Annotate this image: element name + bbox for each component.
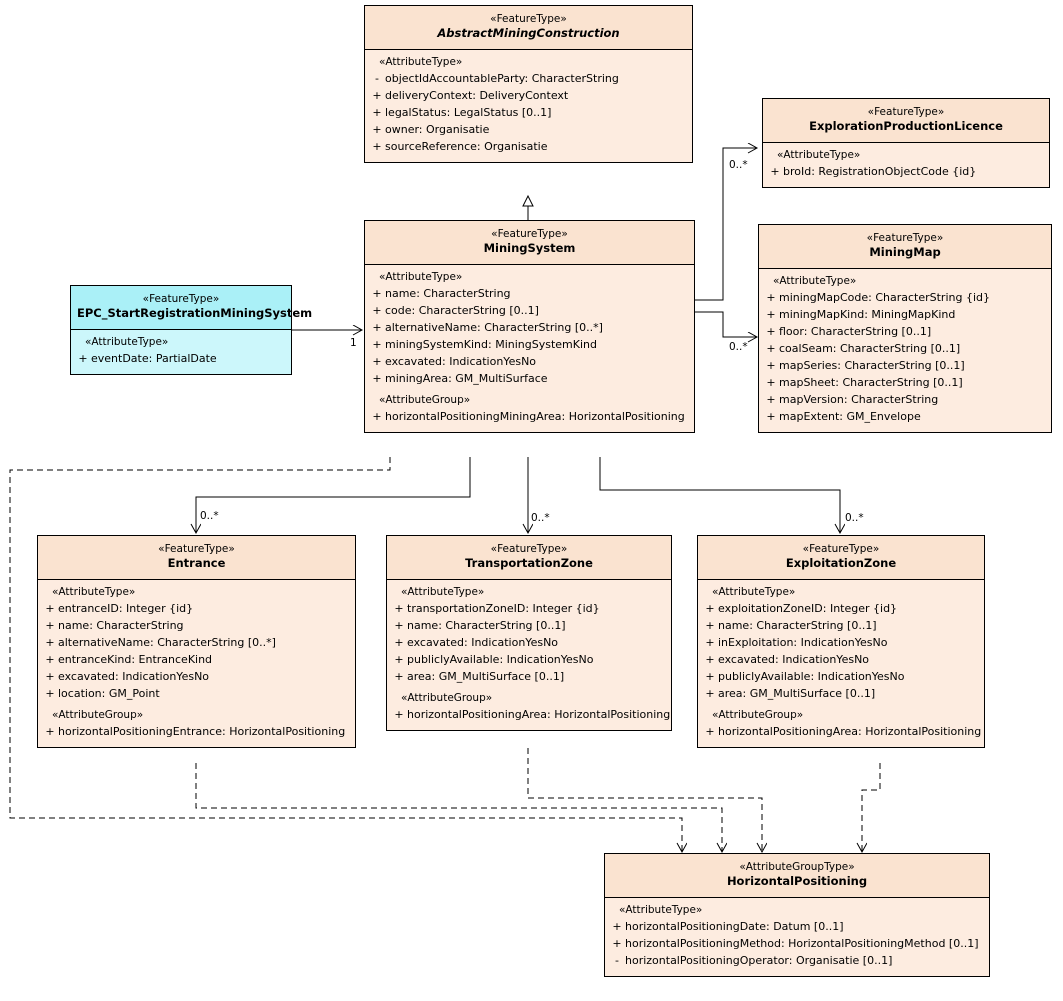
attribute-text: mapVersion: CharacterString bbox=[779, 392, 939, 406]
class-body bbox=[71, 329, 291, 374]
class-header bbox=[365, 221, 694, 264]
visibility: + bbox=[372, 409, 382, 423]
visibility: + bbox=[612, 936, 622, 950]
attribute-row bbox=[767, 163, 1045, 180]
attribute-row bbox=[763, 391, 1047, 408]
group-spacer bbox=[702, 702, 980, 709]
visibility: + bbox=[705, 669, 715, 683]
attribute-row bbox=[763, 357, 1047, 374]
visibility: + bbox=[705, 635, 715, 649]
attribute-row bbox=[702, 634, 980, 651]
class-name: MiningMap bbox=[869, 245, 941, 260]
visibility: + bbox=[766, 358, 776, 372]
attribute-row bbox=[391, 706, 671, 723]
class-header bbox=[763, 99, 1049, 142]
attribute-text: mapSeries: CharacterString [0..1] bbox=[779, 358, 965, 372]
class-header bbox=[605, 854, 989, 897]
class-name: AbstractMiningConstruction bbox=[437, 26, 620, 41]
attribute-text: owner: Organisatie bbox=[385, 122, 490, 136]
class-name: TransportationZone bbox=[465, 556, 593, 571]
attribute-group-label: «AttributeType» bbox=[85, 335, 169, 348]
visibility: + bbox=[394, 618, 404, 632]
attribute-row bbox=[763, 323, 1047, 340]
attribute-text: excavated: IndicationYesNo bbox=[385, 354, 537, 368]
attribute-row bbox=[42, 723, 351, 740]
attribute-text: name: CharacterString [0..1] bbox=[407, 618, 566, 632]
visibility: + bbox=[45, 652, 55, 666]
class-name: ExplorationProductionLicence bbox=[809, 119, 1003, 134]
attribute-text: mapSheet: CharacterString [0..1] bbox=[779, 375, 963, 389]
attribute-row bbox=[763, 340, 1047, 357]
class-body bbox=[763, 142, 1049, 187]
visibility: + bbox=[372, 88, 382, 102]
attribute-group-label: «AttributeType» bbox=[379, 55, 463, 68]
visibility: + bbox=[372, 105, 382, 119]
multiplicity-entrance: 0..* bbox=[200, 510, 219, 522]
visibility: + bbox=[45, 724, 55, 738]
class-stereotype: «FeatureType» bbox=[142, 293, 220, 305]
attribute-row bbox=[369, 302, 690, 319]
attribute-row bbox=[42, 685, 351, 702]
group-spacer bbox=[391, 685, 667, 692]
attribute-text: objectIdAccountableParty: CharacterString bbox=[385, 71, 619, 85]
multiplicity-map: 0..* bbox=[729, 341, 748, 353]
visibility: + bbox=[45, 601, 55, 615]
attribute-row bbox=[369, 370, 690, 387]
attribute-row bbox=[609, 935, 985, 952]
class-body bbox=[387, 579, 671, 730]
attribute-group-label: «AttributeGroup» bbox=[52, 708, 144, 721]
class-stereotype: «FeatureType» bbox=[490, 543, 568, 555]
class-stereotype: «FeatureType» bbox=[802, 543, 880, 555]
attribute-text: broId: RegistrationObjectCode {id} bbox=[783, 164, 977, 178]
attribute-text: miningMapKind: MiningMapKind bbox=[779, 307, 956, 321]
attribute-row bbox=[369, 285, 690, 302]
visibility: + bbox=[394, 669, 404, 683]
class-body bbox=[759, 268, 1051, 432]
visibility: + bbox=[705, 652, 715, 666]
attribute-group-label: «AttributeType» bbox=[52, 585, 136, 598]
attribute-text: horizontalPositioningMiningArea: HorizontalPositioning bbox=[385, 409, 685, 423]
visibility: + bbox=[394, 601, 404, 615]
attribute-text: name: CharacterString [0..1] bbox=[718, 618, 877, 632]
attribute-text: mapExtent: GM_Envelope bbox=[779, 410, 921, 424]
visibility: + bbox=[372, 354, 382, 368]
class-body bbox=[698, 579, 984, 747]
class-exploration-production-licence[interactable] bbox=[762, 98, 1050, 188]
class-header bbox=[71, 286, 313, 329]
class-body bbox=[605, 897, 989, 976]
visibility: + bbox=[394, 652, 404, 666]
attribute-row bbox=[763, 408, 1047, 425]
attribute-row bbox=[369, 408, 690, 425]
attribute-text: sourceReference: Organisatie bbox=[385, 139, 548, 153]
attribute-group-label: «AttributeType» bbox=[619, 903, 703, 916]
attribute-text: area: GM_MultiSurface [0..1] bbox=[718, 686, 876, 700]
attribute-group-label: «AttributeType» bbox=[712, 585, 796, 598]
attribute-text: inExploitation: IndicationYesNo bbox=[718, 635, 888, 649]
class-stereotype: «FeatureType» bbox=[866, 232, 944, 244]
attribute-row bbox=[391, 634, 667, 651]
attribute-row bbox=[702, 600, 980, 617]
class-abstract-mining-construction[interactable] bbox=[364, 5, 693, 163]
attribute-group-label: «AttributeType» bbox=[401, 585, 485, 598]
visibility: + bbox=[372, 337, 382, 351]
attribute-text: deliveryContext: DeliveryContext bbox=[385, 88, 569, 102]
attribute-row bbox=[369, 353, 690, 370]
visibility: + bbox=[766, 392, 776, 406]
attribute-text: horizontalPositioningArea: HorizontalPositioning bbox=[718, 724, 982, 738]
attribute-text: location: GM_Point bbox=[58, 686, 160, 700]
attribute-text: entranceID: Integer {id} bbox=[58, 601, 194, 615]
attribute-row bbox=[763, 374, 1047, 391]
visibility: + bbox=[766, 410, 776, 424]
attribute-row bbox=[763, 289, 1047, 306]
visibility: + bbox=[394, 707, 404, 721]
attribute-row bbox=[609, 918, 985, 935]
visibility: + bbox=[705, 618, 715, 632]
attribute-row bbox=[702, 651, 980, 668]
class-mining-map[interactable] bbox=[758, 224, 1052, 433]
visibility: + bbox=[45, 669, 55, 683]
attribute-text: floor: CharacterString [0..1] bbox=[779, 324, 932, 338]
attribute-row bbox=[369, 336, 690, 353]
attribute-row bbox=[42, 617, 351, 634]
class-stereotype: «AttributeGroupType» bbox=[739, 861, 855, 873]
group-spacer bbox=[42, 702, 351, 709]
attribute-row bbox=[369, 138, 688, 155]
class-mining-system[interactable] bbox=[364, 220, 695, 433]
attribute-row bbox=[369, 319, 690, 336]
visibility: + bbox=[766, 324, 776, 338]
attribute-row bbox=[391, 617, 667, 634]
attribute-row bbox=[369, 121, 688, 138]
visibility: + bbox=[705, 601, 715, 615]
attribute-row bbox=[763, 306, 1047, 323]
class-name: HorizontalPositioning bbox=[726, 874, 868, 889]
visibility: - bbox=[615, 953, 619, 967]
attribute-text: transportationZoneID: Integer {id} bbox=[407, 601, 600, 615]
attribute-group-label: «AttributeGroup» bbox=[379, 393, 471, 406]
attribute-text: horizontalPositioningOperator: Organisatie [0..1] bbox=[625, 953, 893, 967]
attribute-text: miningArea: GM_MultiSurface bbox=[385, 371, 548, 385]
attribute-row bbox=[42, 651, 351, 668]
class-entrance[interactable] bbox=[37, 535, 356, 748]
attribute-group-label: «AttributeType» bbox=[777, 148, 861, 161]
visibility: + bbox=[45, 686, 55, 700]
attribute-text: excavated: IndicationYesNo bbox=[407, 635, 559, 649]
class-exploitation-zone[interactable] bbox=[697, 535, 985, 748]
multiplicity-transportation-zone: 0..* bbox=[531, 512, 550, 524]
attribute-group-label: «AttributeType» bbox=[379, 270, 463, 283]
class-body bbox=[38, 579, 355, 747]
attribute-text: code: CharacterString [0..1] bbox=[385, 303, 539, 317]
attribute-text: miningMapCode: CharacterString {id} bbox=[779, 290, 990, 304]
attribute-row bbox=[702, 723, 980, 740]
visibility: + bbox=[705, 686, 715, 700]
class-name: ExploitationZone bbox=[785, 556, 897, 571]
attribute-row bbox=[391, 651, 667, 668]
attribute-group-label: «AttributeType» bbox=[773, 274, 857, 287]
attribute-row bbox=[609, 952, 985, 969]
attribute-text: excavated: IndicationYesNo bbox=[718, 652, 870, 666]
attribute-row bbox=[369, 70, 688, 87]
attribute-text: excavated: IndicationYesNo bbox=[58, 669, 210, 683]
attribute-row bbox=[369, 87, 688, 104]
visibility: + bbox=[705, 724, 715, 738]
attribute-text: coalSeam: CharacterString [0..1] bbox=[779, 341, 961, 355]
class-header bbox=[365, 6, 692, 49]
visibility: + bbox=[372, 371, 382, 385]
visibility: + bbox=[372, 320, 382, 334]
visibility: + bbox=[372, 139, 382, 153]
attribute-row bbox=[42, 668, 351, 685]
class-name: EPC_StartRegistrationMiningSystem bbox=[77, 306, 313, 321]
multiplicity-epc: 1 bbox=[350, 337, 357, 349]
visibility: + bbox=[372, 286, 382, 300]
attribute-text: entranceKind: EntranceKind bbox=[58, 652, 213, 666]
attribute-row bbox=[42, 634, 351, 651]
attribute-text: horizontalPositioningArea: HorizontalPositioning bbox=[407, 707, 671, 721]
class-body bbox=[365, 49, 692, 162]
class-name: MiningSystem bbox=[483, 241, 576, 256]
attribute-group-label: «AttributeGroup» bbox=[712, 708, 804, 721]
visibility: + bbox=[770, 164, 780, 178]
class-body bbox=[365, 264, 694, 432]
attribute-text: exploitationZoneID: Integer {id} bbox=[718, 601, 898, 615]
visibility: + bbox=[766, 307, 776, 321]
visibility: + bbox=[45, 635, 55, 649]
class-transportation-zone[interactable] bbox=[386, 535, 672, 731]
visibility: + bbox=[372, 303, 382, 317]
visibility: + bbox=[766, 290, 776, 304]
attribute-text: horizontalPositioningMethod: HorizontalPositioningMethod [0..1] bbox=[625, 936, 979, 950]
attribute-text: name: CharacterString bbox=[58, 618, 184, 632]
attribute-text: miningSystemKind: MiningSystemKind bbox=[385, 337, 597, 351]
class-header bbox=[698, 536, 984, 579]
group-spacer bbox=[369, 387, 690, 394]
visibility: + bbox=[612, 919, 622, 933]
attribute-text: horizontalPositioningEntrance: HorizontalPositioning bbox=[58, 724, 346, 738]
attribute-text: horizontalPositioningDate: Datum [0..1] bbox=[625, 919, 844, 933]
attribute-row bbox=[702, 668, 980, 685]
class-epc-start-registration-mining-system[interactable] bbox=[70, 285, 313, 375]
attribute-text: alternativeName: CharacterString [0..*] bbox=[385, 320, 603, 334]
attribute-row bbox=[702, 617, 980, 634]
class-stereotype: «FeatureType» bbox=[867, 106, 945, 118]
class-stereotype: «FeatureType» bbox=[158, 543, 235, 555]
class-horizontal-positioning[interactable] bbox=[604, 853, 990, 977]
visibility: + bbox=[372, 122, 382, 136]
attribute-text: legalStatus: LegalStatus [0..1] bbox=[385, 105, 552, 119]
visibility: + bbox=[78, 351, 88, 365]
visibility: + bbox=[394, 635, 404, 649]
visibility: + bbox=[45, 618, 55, 632]
attribute-row bbox=[391, 668, 667, 685]
class-stereotype: «FeatureType» bbox=[491, 228, 568, 240]
attribute-text: area: GM_MultiSurface [0..1] bbox=[407, 669, 565, 683]
multiplicity-exploitation-zone: 0..* bbox=[845, 512, 864, 524]
attribute-text: eventDate: PartialDate bbox=[91, 351, 217, 365]
attribute-row bbox=[42, 600, 351, 617]
class-header bbox=[387, 536, 671, 579]
attribute-text: name: CharacterString bbox=[385, 286, 511, 300]
class-header bbox=[38, 536, 355, 579]
attribute-text: publiclyAvailable: IndicationYesNo bbox=[718, 669, 905, 683]
visibility: + bbox=[766, 375, 776, 389]
attribute-row bbox=[75, 350, 287, 367]
attribute-text: publiclyAvailable: IndicationYesNo bbox=[407, 652, 594, 666]
attribute-row bbox=[369, 104, 688, 121]
visibility: - bbox=[375, 71, 379, 85]
multiplicity-licence: 0..* bbox=[729, 159, 748, 171]
visibility: + bbox=[766, 341, 776, 355]
class-stereotype: «FeatureType» bbox=[490, 13, 567, 25]
class-header bbox=[759, 225, 1051, 268]
attribute-group-label: «AttributeGroup» bbox=[401, 691, 493, 704]
attribute-text: alternativeName: CharacterString [0..*] bbox=[58, 635, 276, 649]
attribute-row bbox=[702, 685, 980, 702]
attribute-row bbox=[391, 600, 667, 617]
class-name: Entrance bbox=[167, 556, 226, 571]
